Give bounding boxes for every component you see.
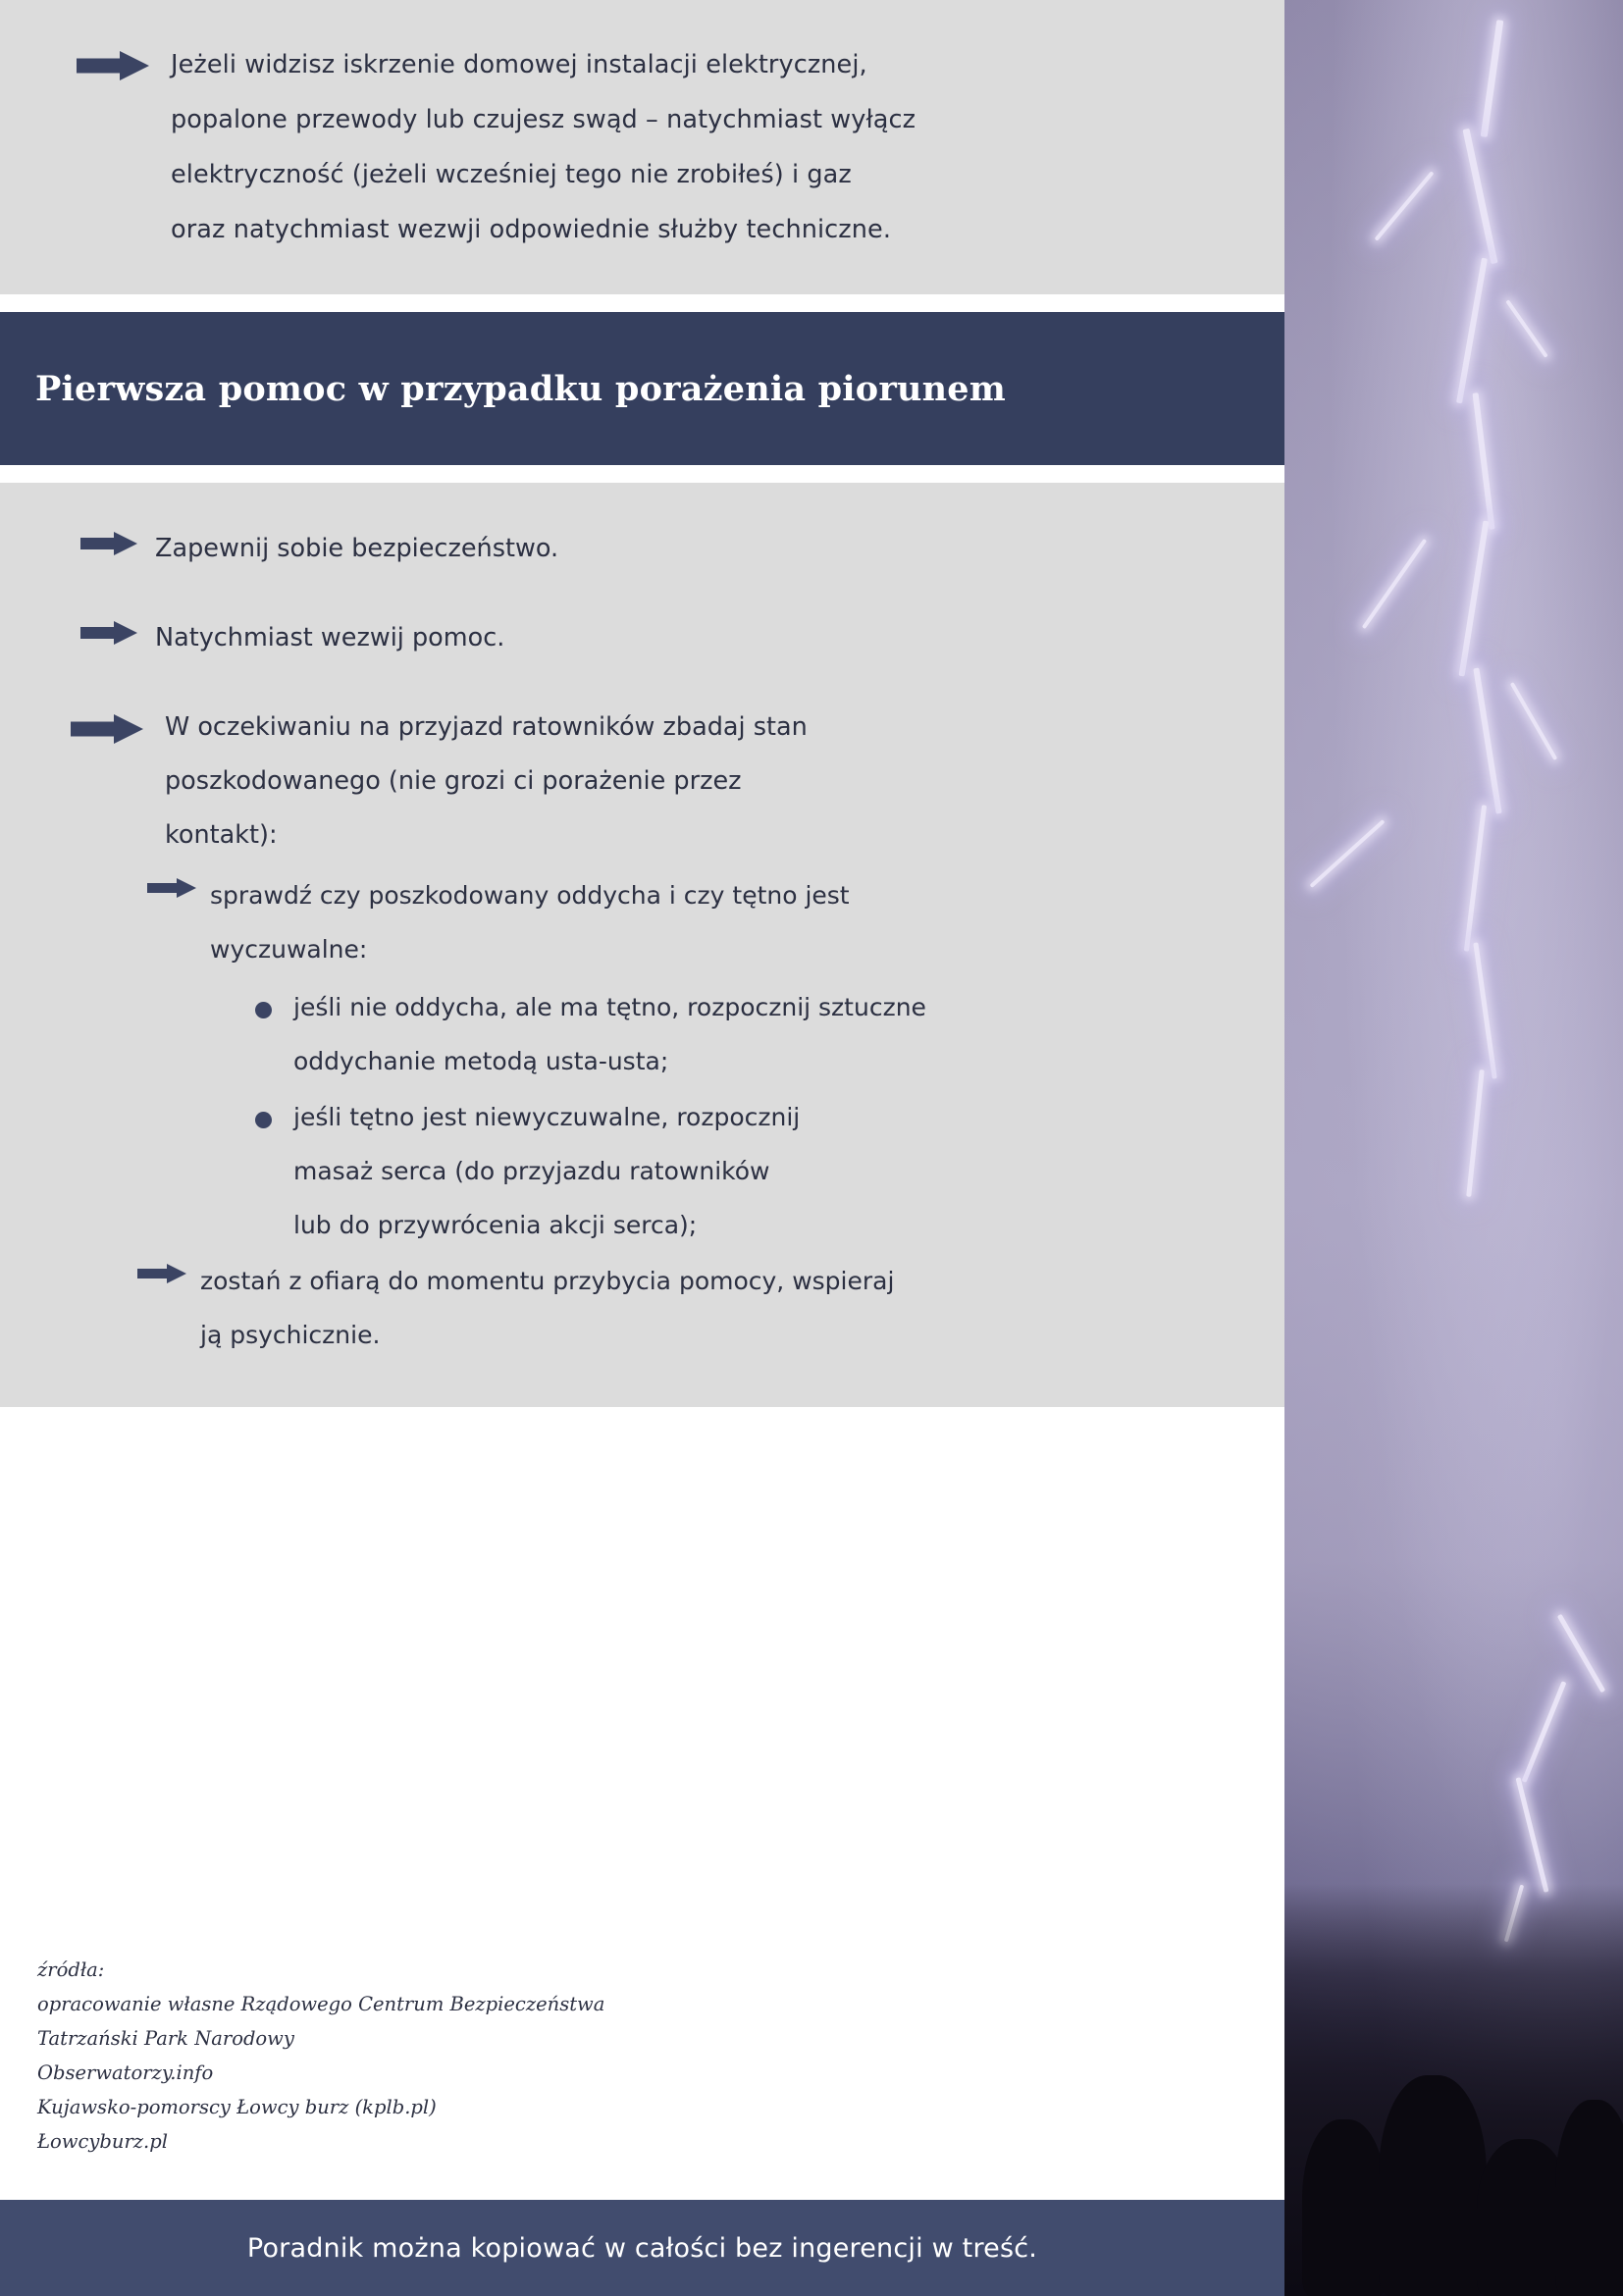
tree-silhouette-2 bbox=[1379, 2075, 1487, 2296]
first-aid-item-text bbox=[165, 701, 808, 862]
first-aid-item bbox=[0, 611, 1284, 665]
source-item: Obserwatorzy.info bbox=[37, 2061, 214, 2084]
first-aid-subline: wyczuwalne: bbox=[210, 935, 368, 964]
first-aid-subitem-text bbox=[210, 868, 850, 976]
source-item: Łowcyburz.pl bbox=[37, 2130, 168, 2153]
first-aid-line: kontakt): bbox=[165, 820, 278, 850]
first-aid-bullet bbox=[0, 980, 1284, 1088]
first-aid-subitem bbox=[0, 868, 1284, 976]
first-aid-line: poszkodowanego (nie grozi ci porażenie przez bbox=[165, 766, 742, 796]
arrow-right-icon bbox=[80, 532, 137, 555]
warning-text bbox=[171, 37, 916, 257]
first-aid-item bbox=[0, 522, 1284, 576]
first-aid-panel bbox=[0, 483, 1284, 1407]
arrow-right-icon bbox=[147, 878, 196, 898]
source-item: Tatrzański Park Narodowy bbox=[37, 2027, 294, 2050]
bullet-line: lub do przywrócenia akcji serca); bbox=[293, 1211, 698, 1239]
arrow-right-icon bbox=[137, 1264, 186, 1283]
first-aid-item-text: Natychmiast wezwij pomoc. bbox=[155, 623, 505, 652]
warning-line: oraz natychmiast wezwji odpowiednie służby techniczne. bbox=[171, 215, 892, 244]
first-aid-item-text: Zapewnij sobie bezpieczeństwo. bbox=[155, 534, 559, 563]
bullet-dot-icon bbox=[255, 1112, 272, 1128]
first-aid-line: W oczekiwaniu na przyjazd ratowników zbadaj stan bbox=[165, 712, 808, 742]
warning-panel bbox=[0, 0, 1284, 294]
footer-bar bbox=[0, 2200, 1284, 2296]
spacer bbox=[0, 294, 1284, 312]
first-aid-bullet-text bbox=[293, 980, 926, 1088]
bullet-line: oddychanie metodą usta-usta; bbox=[293, 1047, 669, 1075]
tree-silhouette-1 bbox=[1302, 2119, 1387, 2296]
tree-silhouette-4 bbox=[1555, 2100, 1623, 2296]
first-aid-subline: ją psychicznie. bbox=[200, 1321, 381, 1349]
section-heading: Pierwsza pomoc w przypadku porażenia piorunem bbox=[35, 368, 1006, 409]
sources-block bbox=[37, 1953, 920, 2159]
section-heading-bar bbox=[0, 312, 1284, 465]
first-aid-subline: sprawdź czy poszkodowany oddycha i czy tętno jest bbox=[210, 881, 850, 910]
bullet-dot-icon bbox=[255, 1002, 272, 1018]
first-aid-bullet-text bbox=[293, 1090, 800, 1252]
arrow-right-icon bbox=[77, 51, 149, 80]
sources-label: źródła: bbox=[37, 1958, 105, 1981]
lightning-photo bbox=[1284, 0, 1623, 2296]
warning-line: elektryczność (jeżeli wcześniej tego nie zrobiłeś) i gaz bbox=[171, 160, 852, 189]
arrow-right-icon bbox=[71, 714, 143, 744]
source-item: Kujawsko-pomorscy Łowcy burz (kplb.pl) bbox=[37, 2096, 437, 2118]
first-aid-subitem-text bbox=[200, 1254, 894, 1362]
footer-text: Poradnik można kopiować w całości bez ingerencji w treść. bbox=[246, 2232, 1038, 2264]
source-item: opracowanie własne Rządowego Centrum Bezpieczeństwa bbox=[37, 1993, 605, 2015]
first-aid-subline: zostań z ofiarą do momentu przybycia pomocy, wspieraj bbox=[200, 1267, 895, 1295]
warning-line: Jeżeli widzisz iskrzenie domowej instalacji elektrycznej, bbox=[171, 50, 867, 79]
bullet-line: jeśli nie oddycha, ale ma tętno, rozpocznij sztuczne bbox=[293, 993, 926, 1021]
first-aid-item bbox=[0, 701, 1284, 862]
first-aid-bullet bbox=[0, 1090, 1284, 1252]
warning-item bbox=[0, 37, 1284, 257]
warning-line: popalone przewody lub czujesz swąd – natychmiast wyłącz bbox=[171, 105, 916, 134]
first-aid-subitem bbox=[0, 1254, 1284, 1362]
bullet-line: jeśli tętno jest niewyczuwalne, rozpocznij bbox=[293, 1103, 801, 1131]
arrow-right-icon bbox=[80, 621, 137, 645]
bullet-line: masaż serca (do przyjazdu ratowników bbox=[293, 1157, 770, 1185]
spacer bbox=[0, 465, 1284, 483]
